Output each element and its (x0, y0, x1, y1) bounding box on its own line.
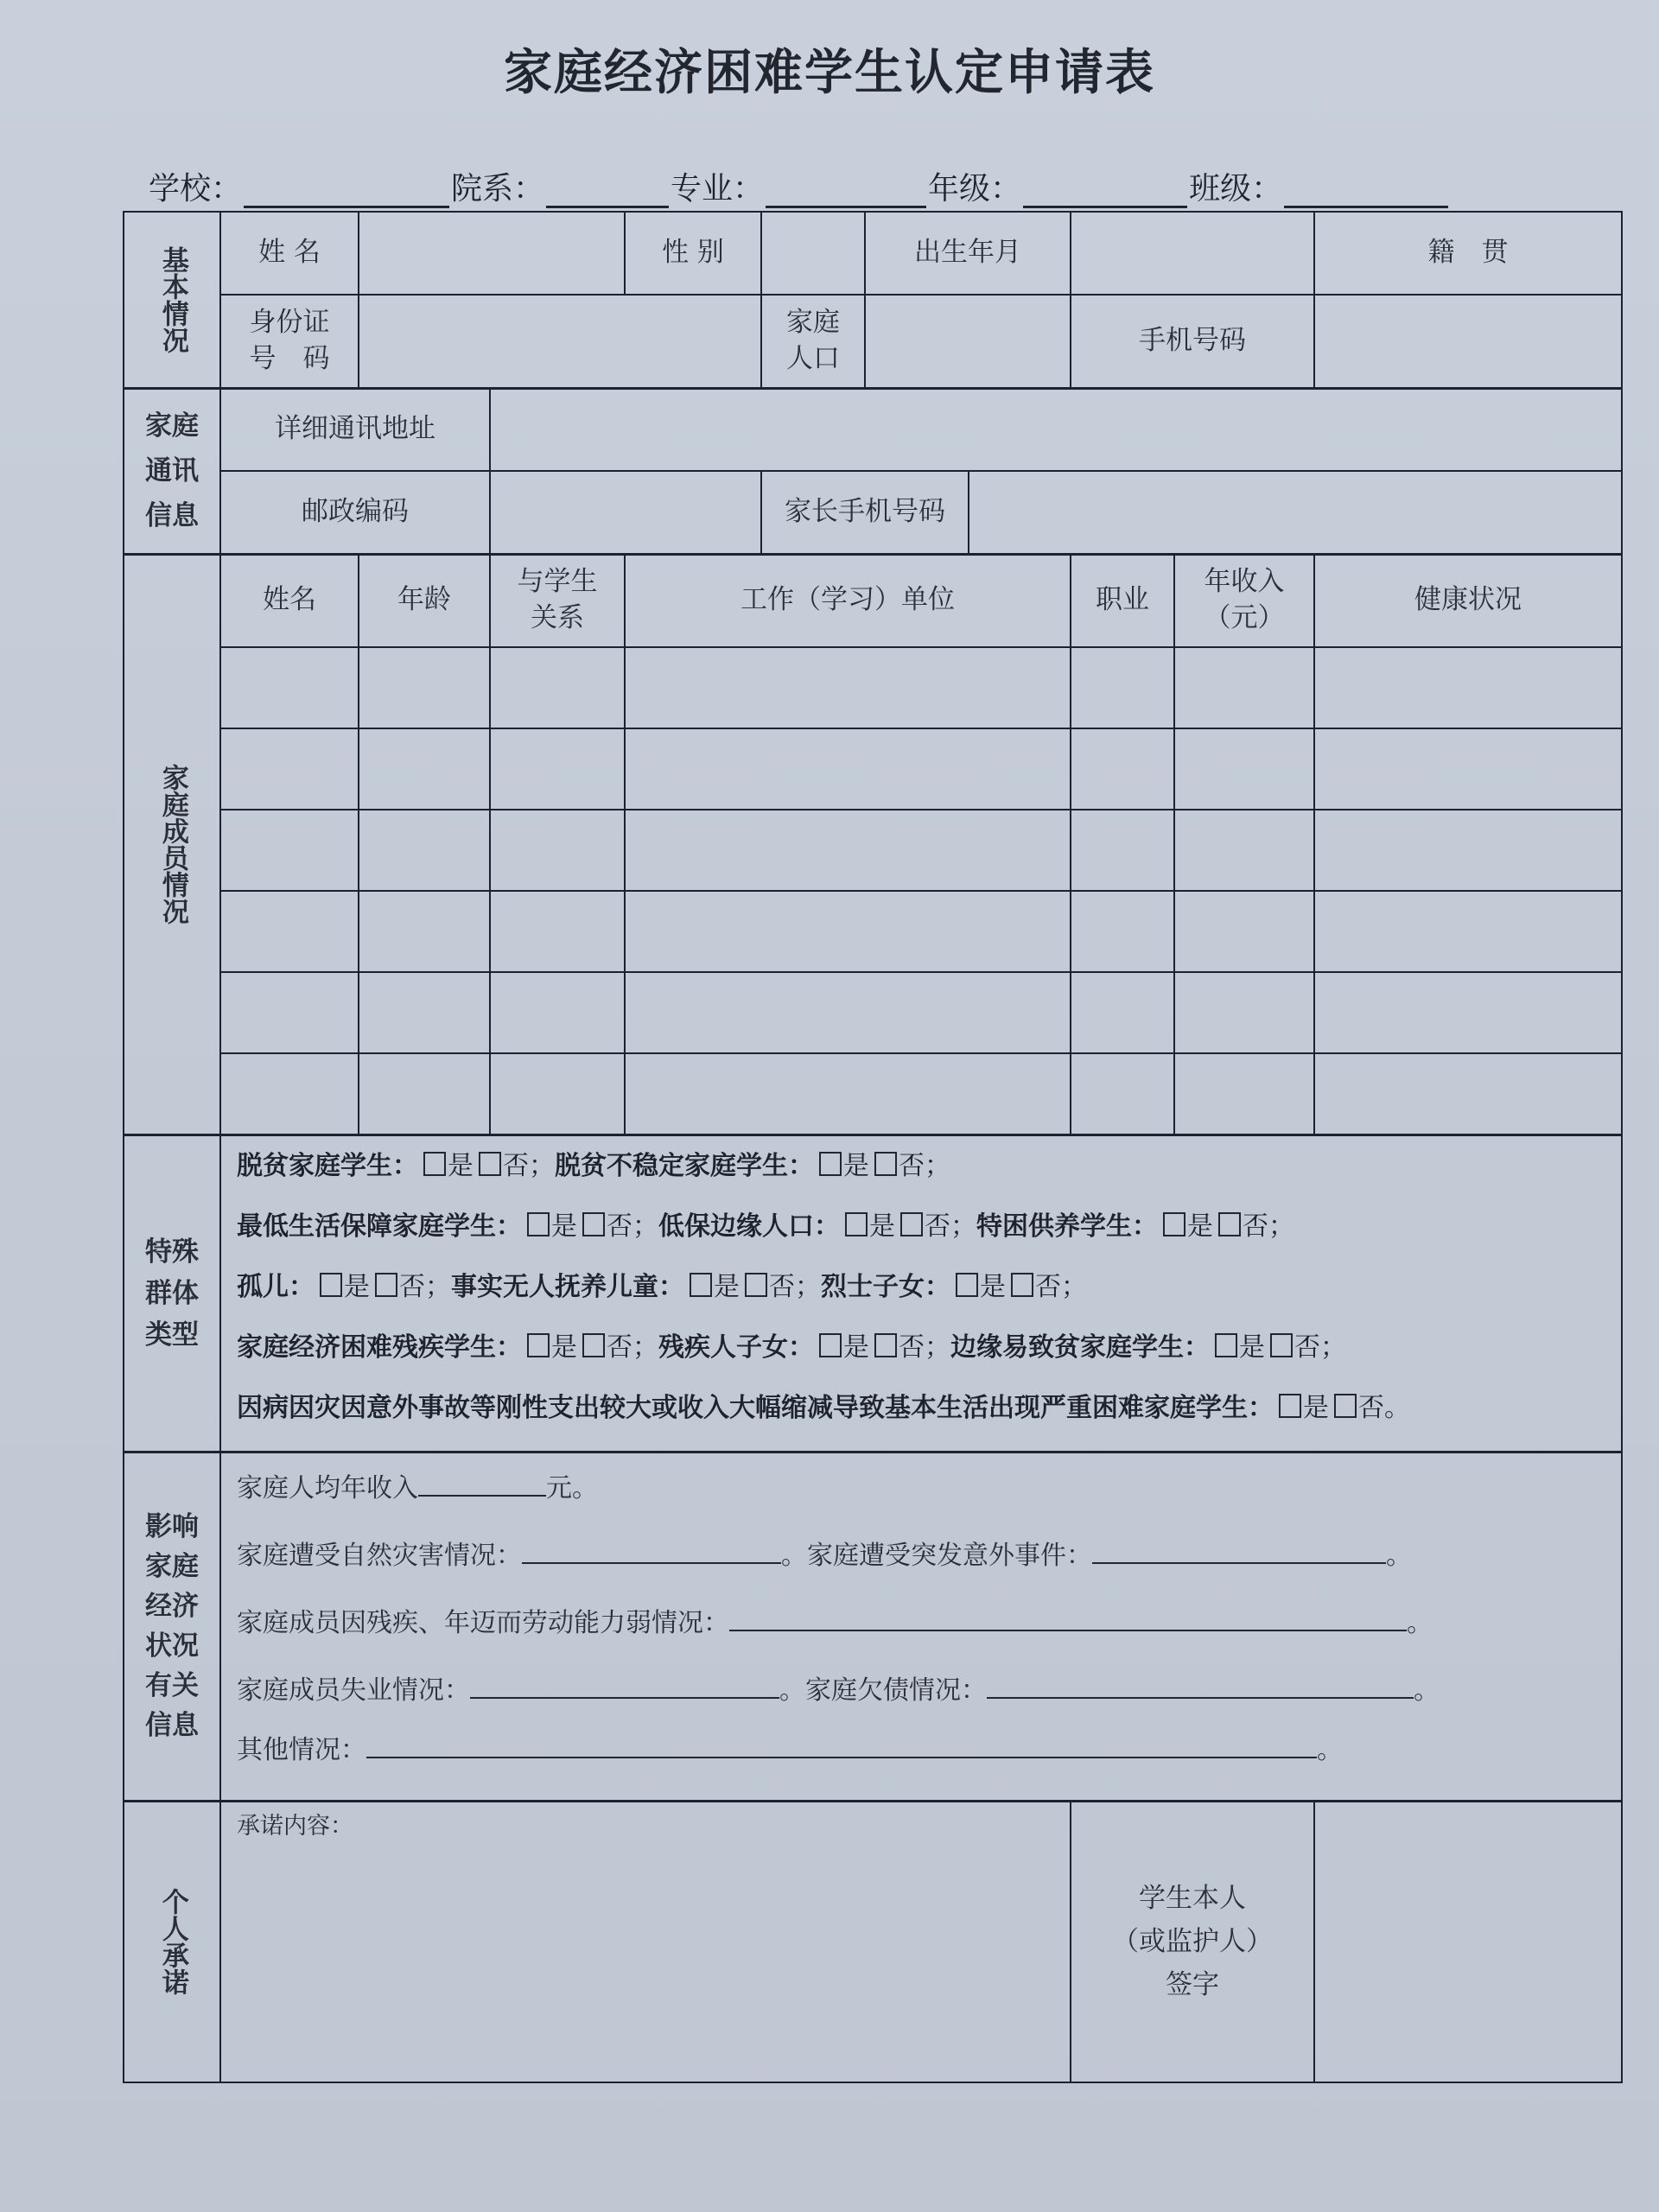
family-member-row (124, 972, 1622, 1053)
address-label: 详细通讯地址 (220, 388, 490, 471)
debt-field[interactable] (987, 1671, 1414, 1699)
disability-field[interactable] (729, 1604, 1407, 1631)
disaster-line: 家庭遭受自然灾害情况： 。家庭遭受突发意外事件： 。 (237, 1522, 1605, 1590)
contact-section-label: 家庭 通讯 信息 (124, 388, 220, 554)
question-orphan: 孤儿： (237, 1271, 315, 1302)
question-extreme-poverty-support: 特困供养学生： (976, 1211, 1158, 1242)
checkbox-yes[interactable] (527, 1333, 550, 1357)
checkbox-yes[interactable] (320, 1273, 342, 1297)
checkbox-no[interactable] (582, 1212, 605, 1236)
major-field[interactable] (766, 176, 926, 208)
unemployment-debt-line: 家庭成员失业情况： 。家庭欠债情况： 。 (237, 1657, 1605, 1725)
family-member-row (124, 728, 1622, 810)
per-capita-income-field[interactable] (418, 1469, 546, 1497)
native-place-label: 籍 贯 (1314, 212, 1622, 295)
checkbox-no[interactable] (582, 1333, 605, 1357)
birth-date-field[interactable] (1071, 212, 1314, 295)
postcode-field[interactable] (490, 471, 761, 554)
pledge-content-label: 承诺内容： (237, 1812, 353, 1840)
natural-disaster-field[interactable] (522, 1536, 781, 1564)
member-relation-cell[interactable] (490, 647, 625, 728)
name-label: 姓 名 (220, 212, 359, 295)
member-workplace-cell[interactable] (625, 728, 1071, 810)
other-line: 其他情况： 。 (237, 1725, 1605, 1777)
member-age-cell[interactable] (359, 891, 490, 972)
column-header-annual-income: 年收入 （元） (1174, 554, 1314, 647)
pledge-row (124, 1801, 1622, 2082)
question-child-of-disabled: 残疾人子女： (658, 1332, 814, 1363)
member-relation-cell[interactable] (490, 810, 625, 891)
member-relation-cell[interactable] (490, 891, 625, 972)
member-workplace-cell[interactable] (625, 810, 1071, 891)
member-income-cell[interactable] (1174, 1053, 1314, 1135)
checkbox-yes[interactable] (1279, 1394, 1301, 1418)
member-name-cell[interactable] (220, 810, 359, 891)
postcode-label: 邮政编码 (220, 471, 490, 554)
department-label: 院系： (451, 171, 545, 207)
basic-info-row-2 (124, 295, 1622, 388)
checkbox-no[interactable] (375, 1273, 397, 1297)
member-name-cell[interactable] (220, 647, 359, 728)
application-form-table (123, 211, 1623, 2083)
contact-row-1 (124, 388, 1622, 471)
checkbox-no[interactable] (479, 1152, 501, 1176)
member-occupation-cell[interactable] (1071, 891, 1174, 972)
id-number-label: 身份证 号 码 (220, 295, 359, 388)
member-income-cell[interactable] (1174, 891, 1314, 972)
basic-info-row-1 (124, 212, 1622, 295)
phone-label: 手机号码 (1071, 295, 1314, 388)
checkbox-yes[interactable] (819, 1333, 842, 1357)
checkbox-no[interactable] (745, 1273, 767, 1297)
header-fields-row (149, 164, 1450, 208)
parent-phone-label: 家长手机号码 (761, 471, 969, 554)
special-groups-line-4: 家庭经济困难残疾学生： 是 否；残疾人子女： 是 否；边缘易致贫家庭学生： 是 否； (237, 1332, 1346, 1363)
special-groups-line-3: 孤儿： 是 否；事实无人抚养儿童： 是 否；烈士子女： 是 否； (237, 1271, 1087, 1302)
checkbox-no[interactable] (900, 1212, 923, 1236)
member-income-cell[interactable] (1174, 972, 1314, 1053)
member-age-cell[interactable] (359, 647, 490, 728)
family-member-row (124, 810, 1622, 891)
member-health-cell[interactable] (1314, 647, 1622, 728)
column-header-name: 姓名 (220, 554, 359, 647)
member-name-cell[interactable] (220, 1053, 359, 1135)
question-low-income-marginal: 低保边缘人口： (658, 1211, 840, 1242)
basic-info-section-label: 基本情况 (124, 212, 220, 388)
special-groups-line-1: 脱贫家庭学生： 是 否；脱贫不稳定家庭学生： 是 否； (237, 1150, 950, 1181)
department-field[interactable] (546, 176, 669, 208)
birth-date-label: 出生年月 (865, 212, 1071, 295)
member-occupation-cell[interactable] (1071, 647, 1174, 728)
per-capita-income-line: 家庭人均年收入 元。 (237, 1455, 1605, 1522)
checkbox-yes[interactable] (1163, 1212, 1185, 1236)
question-martyr-child: 烈士子女： (821, 1271, 950, 1302)
question-minimum-living-guarantee: 最低生活保障家庭学生： (237, 1211, 522, 1242)
member-workplace-cell[interactable] (625, 647, 1071, 728)
checkbox-no[interactable] (1218, 1212, 1241, 1236)
checkbox-yes[interactable] (690, 1273, 712, 1297)
household-size-label: 家庭 人口 (761, 295, 865, 388)
parent-phone-field[interactable] (969, 471, 1622, 554)
member-occupation-cell[interactable] (1071, 972, 1174, 1053)
checkbox-no[interactable] (1270, 1333, 1293, 1357)
household-size-field[interactable] (865, 295, 1071, 388)
member-income-cell[interactable] (1174, 647, 1314, 728)
economic-factors-section-label: 影响 家庭 经济 状况 有关 信息 (124, 1452, 220, 1801)
special-groups-line-5: 因病因灾因意外事故等刚性支出较大或收入大幅缩减导致基本生活出现严重困难家庭学生： 是 否。 (237, 1392, 1410, 1423)
disability-line: 家庭成员因残疾、年迈而劳动能力弱情况： 。 (237, 1590, 1605, 1657)
checkbox-yes[interactable] (956, 1273, 978, 1297)
member-workplace-cell[interactable] (625, 972, 1071, 1053)
gender-field[interactable] (761, 212, 865, 295)
other-field[interactable] (366, 1731, 1317, 1758)
member-occupation-cell[interactable] (1071, 1053, 1174, 1135)
member-health-cell[interactable] (1314, 728, 1622, 810)
member-occupation-cell[interactable] (1071, 810, 1174, 891)
economic-factors-content (220, 1452, 1622, 1801)
checkbox-yes[interactable] (423, 1152, 446, 1176)
member-age-cell[interactable] (359, 1053, 490, 1135)
member-name-cell[interactable] (220, 891, 359, 972)
unemployment-field[interactable] (470, 1671, 779, 1699)
special-groups-row (124, 1135, 1622, 1452)
column-header-health: 健康状况 (1314, 554, 1622, 647)
pledge-section-label: 个人承诺 (124, 1801, 220, 2082)
member-income-cell[interactable] (1174, 728, 1314, 810)
class-field[interactable] (1284, 176, 1448, 208)
member-relation-cell[interactable] (490, 728, 625, 810)
member-health-cell[interactable] (1314, 891, 1622, 972)
member-name-cell[interactable] (220, 728, 359, 810)
member-relation-cell[interactable] (490, 972, 625, 1053)
checkbox-yes[interactable] (819, 1152, 842, 1176)
question-poverty-alleviated-family: 脱贫家庭学生： (237, 1150, 418, 1181)
column-header-occupation: 职业 (1071, 554, 1174, 647)
form-title: 家庭经济困难学生认定申请表 (504, 45, 1155, 101)
pledge-content-field[interactable] (220, 1801, 1071, 2082)
column-header-age: 年龄 (359, 554, 490, 647)
economic-factors-row (124, 1452, 1622, 1801)
question-unstable-poverty-alleviated: 脱贫不稳定家庭学生： (555, 1150, 814, 1181)
member-health-cell[interactable] (1314, 1053, 1622, 1135)
class-label: 班级： (1189, 171, 1283, 207)
family-members-header-row (124, 554, 1622, 647)
special-groups-line-2: 最低生活保障家庭学生： 是 否；低保边缘人口： 是 否；特困供养学生： 是 否； (237, 1211, 1294, 1242)
id-number-field[interactable] (359, 295, 761, 388)
member-occupation-cell[interactable] (1071, 728, 1174, 810)
member-age-cell[interactable] (359, 810, 490, 891)
address-field[interactable] (490, 388, 1622, 471)
question-severe-hardship-family: 因病因灾因意外事故等刚性支出较大或收入大幅缩减导致基本生活出现严重困难家庭学生： (237, 1392, 1274, 1423)
family-members-section-label: 家庭成员情况 (124, 554, 220, 1135)
grade-label: 年级： (928, 171, 1022, 207)
checkbox-no[interactable] (874, 1152, 897, 1176)
member-workplace-cell[interactable] (625, 1053, 1071, 1135)
signature-field[interactable] (1314, 1801, 1622, 2082)
school-label: 学校： (149, 171, 243, 207)
member-income-cell[interactable] (1174, 810, 1314, 891)
contact-row-2 (124, 471, 1622, 554)
family-member-row (124, 891, 1622, 972)
name-field[interactable] (359, 212, 625, 295)
member-relation-cell[interactable] (490, 1053, 625, 1135)
checkbox-no[interactable] (1334, 1394, 1357, 1418)
gender-label: 性 别 (625, 212, 761, 295)
family-member-row (124, 1053, 1622, 1135)
grade-field[interactable] (1023, 176, 1187, 208)
school-field[interactable] (244, 176, 449, 208)
column-header-workplace: 工作（学习）单位 (625, 554, 1071, 647)
family-member-row (124, 647, 1622, 728)
member-age-cell[interactable] (359, 728, 490, 810)
member-health-cell[interactable] (1314, 810, 1622, 891)
special-groups-section-label: 特殊 群体 类型 (124, 1135, 220, 1452)
checkbox-no[interactable] (1011, 1273, 1033, 1297)
checkbox-yes[interactable] (527, 1212, 550, 1236)
member-name-cell[interactable] (220, 972, 359, 1053)
question-de-facto-unsupported-child: 事实无人抚养儿童： (451, 1271, 684, 1302)
column-header-relation: 与学生 关系 (490, 554, 625, 647)
checkbox-yes[interactable] (845, 1212, 868, 1236)
checkbox-yes[interactable] (1215, 1333, 1237, 1357)
member-age-cell[interactable] (359, 972, 490, 1053)
member-health-cell[interactable] (1314, 972, 1622, 1053)
checkbox-no[interactable] (874, 1333, 897, 1357)
major-label: 专业： (671, 171, 765, 207)
accident-field[interactable] (1092, 1536, 1386, 1564)
special-groups-options (220, 1135, 1622, 1452)
member-workplace-cell[interactable] (625, 891, 1071, 972)
signature-label: 学生本人 （或监护人） 签字 (1071, 1801, 1314, 2082)
question-disabled-student: 家庭经济困难残疾学生： (237, 1332, 522, 1363)
phone-field[interactable] (1314, 295, 1622, 388)
question-at-risk-of-poverty: 边缘易致贫家庭学生： (950, 1332, 1210, 1363)
